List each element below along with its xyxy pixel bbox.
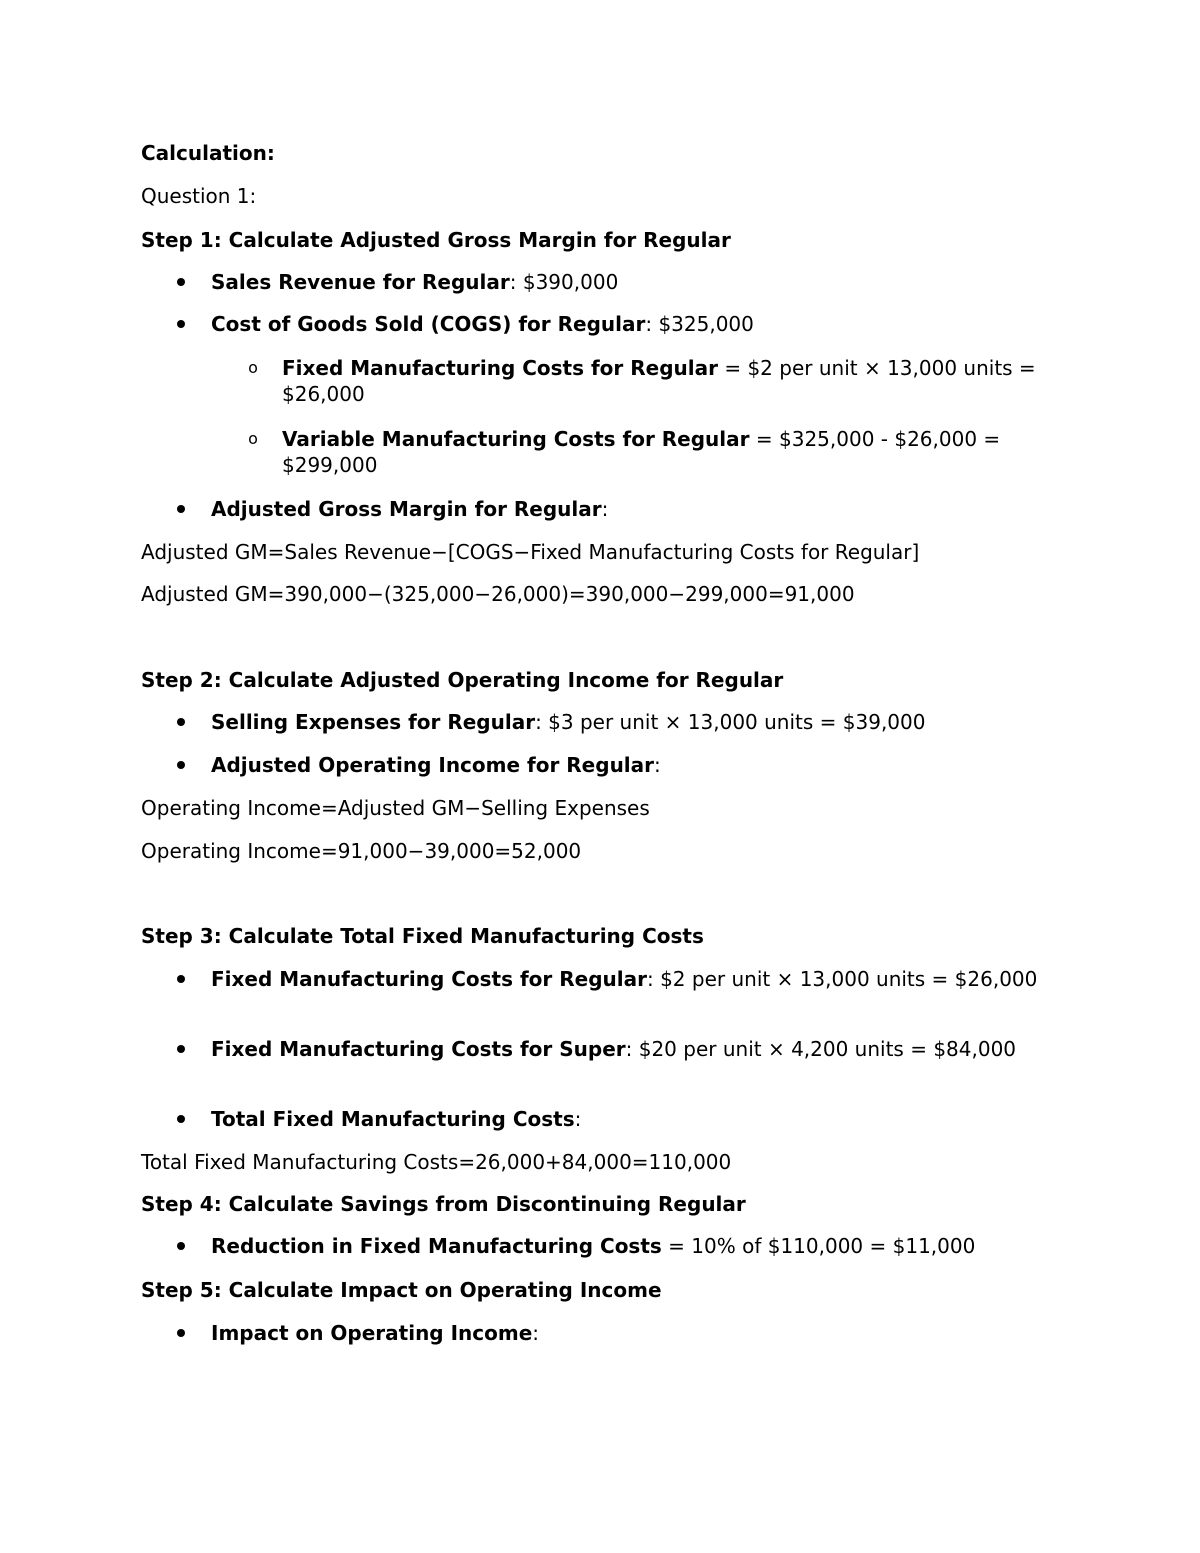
item-text: = $2 per unit × 13,000 units = $26,000 [282, 356, 1036, 406]
bullet-icon [174, 1233, 188, 1250]
step2-title: Step 2: Calculate Adjusted Operating Income for Regular [141, 668, 784, 692]
item-label: Fixed Manufacturing Costs for Regular [282, 356, 718, 380]
item-text: : [574, 1107, 582, 1131]
item-label: Selling Expenses for Regular [211, 710, 536, 734]
step3-formula: Total Fixed Manufacturing Costs=26,000+84,000=110,000 [141, 1150, 732, 1174]
step2-formula-general: Operating Income=Adjusted GM−Selling Expenses [141, 796, 650, 820]
step3-item-fixed-regular [211, 966, 1071, 992]
bullet-icon [174, 1106, 188, 1123]
item-label: Fixed Manufacturing Costs for Regular [211, 967, 647, 991]
item-text: = 10% of $110,000 = $11,000 [661, 1234, 976, 1258]
item-text: : $390,000 [509, 270, 619, 294]
step1-subitem-fixed-costs [248, 355, 1072, 407]
item-text: : $20 per unit × 4,200 units = $84,000 [625, 1037, 1017, 1061]
bullet-icon [174, 269, 188, 286]
step1-formula-values: Adjusted GM=390,000−(325,000−26,000)=390,000−299,000=91,000 [141, 582, 855, 606]
item-text: : [532, 1321, 540, 1345]
item-text: = $325,000 - $26,000 = $299,000 [282, 427, 1001, 477]
step3-item-total-fixed [211, 1106, 1071, 1132]
step2-item-adjusted-oi [211, 752, 1071, 778]
item-label: Adjusted Operating Income for Regular [211, 753, 655, 777]
step1-formula-general: Adjusted GM=Sales Revenue−[COGS−Fixed Manufacturing Costs for Regular] [141, 540, 920, 564]
bullet-icon [174, 752, 188, 769]
step2-formula-values: Operating Income=91,000−39,000=52,000 [141, 839, 582, 863]
item-label: Impact on Operating Income [211, 1321, 533, 1345]
item-label: Reduction in Fixed Manufacturing Costs [211, 1234, 662, 1258]
step5-title: Step 5: Calculate Impact on Operating Income [141, 1278, 662, 1302]
item-text: : $325,000 [645, 312, 754, 336]
circle-bullet-icon: o [248, 429, 258, 448]
item-label: Cost of Goods Sold (COGS) for Regular [211, 312, 646, 336]
item-text: : $3 per unit × 13,000 units = $39,000 [535, 710, 926, 734]
step5-item-impact [211, 1320, 1071, 1346]
step1-item-cogs [211, 311, 1071, 337]
step4-item-reduction [211, 1233, 1071, 1259]
item-text: : [601, 497, 609, 521]
step3-title: Step 3: Calculate Total Fixed Manufacturing Costs [141, 924, 704, 948]
calculation-heading: Calculation: [141, 141, 275, 165]
step1-subitem-variable-costs [248, 426, 1072, 478]
bullet-icon [174, 709, 188, 726]
step4-title: Step 4: Calculate Savings from Discontinuing Regular [141, 1192, 746, 1216]
item-label: Adjusted Gross Margin for Regular [211, 497, 602, 521]
bullet-icon [174, 1036, 188, 1053]
bullet-icon [174, 496, 188, 513]
bullet-icon [174, 311, 188, 328]
step1-item-sales-revenue [211, 269, 1071, 295]
item-label: Total Fixed Manufacturing Costs [211, 1107, 575, 1131]
bullet-icon [174, 966, 188, 983]
item-label: Sales Revenue for Regular [211, 270, 510, 294]
step1-item-adjusted-gm [211, 496, 1071, 522]
item-label: Variable Manufacturing Costs for Regular [282, 427, 750, 451]
step3-item-fixed-super [211, 1036, 1071, 1062]
question-label: Question 1: [141, 184, 257, 208]
item-text: : [654, 753, 661, 777]
item-text: : $2 per unit × 13,000 units = $26,000 [646, 967, 1038, 991]
circle-bullet-icon: o [248, 358, 258, 377]
step2-item-selling-expenses [211, 709, 1071, 735]
step1-title: Step 1: Calculate Adjusted Gross Margin for Regular [141, 228, 731, 252]
item-label: Fixed Manufacturing Costs for Super [211, 1037, 626, 1061]
bullet-icon [174, 1320, 188, 1337]
